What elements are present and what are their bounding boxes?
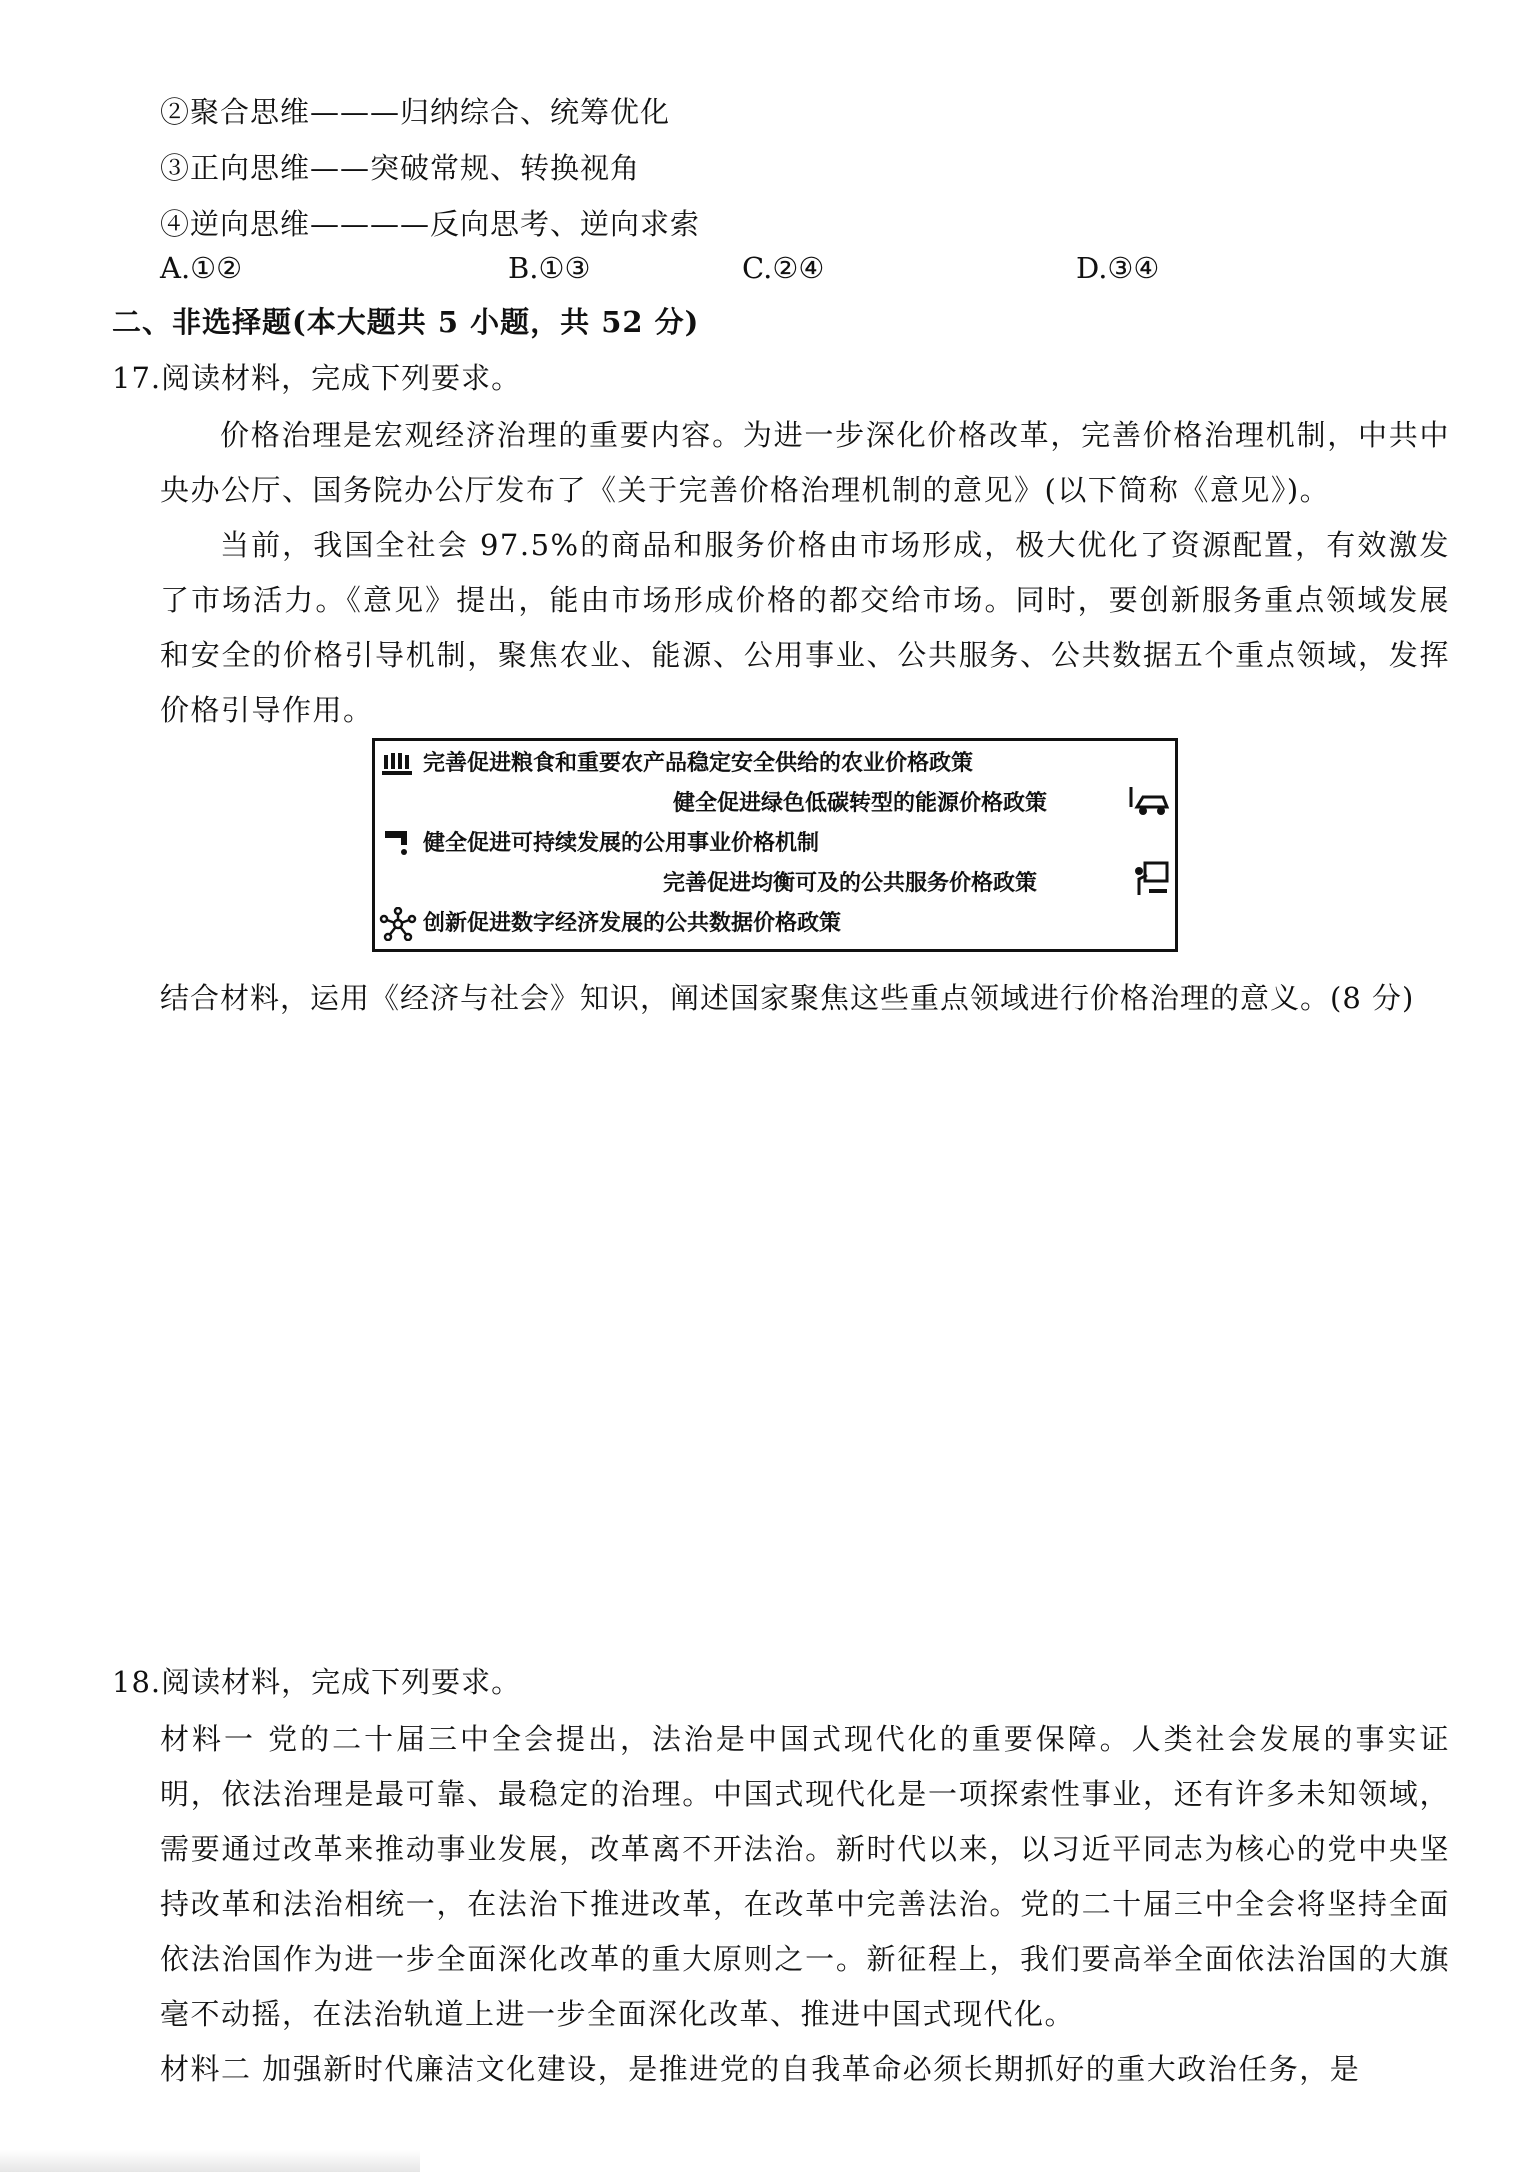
car-charging-icon [1127, 783, 1173, 819]
q16-option-c: C.②④ [742, 251, 825, 285]
section-heading: 二、非选择题(本大题共 5 小题，共 52 分) [112, 305, 700, 339]
q16-option-d: D.③④ [1076, 251, 1160, 285]
policy-row-public-data: 创新促进数字经济发展的公共数据价格政策 [423, 911, 842, 936]
policy-row-agriculture: 完善促进粮食和重要农产品稳定安全供给的农业价格政策 [423, 751, 974, 776]
grain-icon [381, 749, 415, 779]
q17-paragraph-2: 当前，我国全社会 97.5%的商品和服务价格由市场形成，极大优化了资源配置，有效激发了市场活力。《意见》提出，能由市场形成价格的都交给市场。同时，要创新服务重点领域发展和安全的价格引导机制，聚焦农业、能源、公用事业、公共服务、公共数据五个重点领域，发挥价格引导作用。 [160, 528, 1450, 727]
policy-row-utilities: 健全促进可持续发展的公用事业价格机制 [423, 831, 820, 856]
q17-paragraph-1: 价格治理是宏观经济治理的重要内容。为进一步深化价格改革，完善价格治理机制，中共中央办公厅、国务院办公厅发布了《关于完善价格治理机制的意见》(以下简称《意见》)。 [160, 418, 1450, 507]
q18-material-1: 材料一 党的二十届三中全会提出，法治是中国式现代化的重要保障。人类社会发展的事实证明，依法治理是最可靠、最稳定的治理。中国式现代化是一项探索性事业，还有许多未知领域，需要通过改革来推动事业发展，改革离不开法治。新时代以来，以习近平同志为核心的党中央坚持改革和法治相统一，在法治下推进改革，在改革中完善法治。党的二十届三中全会将坚持全面依法治国作为进一步全面深化改革的重大原则之一。新征程上，我们要高举全面依法治国的大旗毫不动摇，在法治轨道上进一步全面深化改革、推进中国式现代化。 [160, 1722, 1450, 2031]
q16-option-a: A.①② [160, 251, 243, 285]
policy-row-public-services: 完善促进均衡可及的公共服务价格政策 [663, 871, 1038, 896]
faucet-icon [383, 827, 417, 857]
q18-number: 18.阅读材料，完成下列要求。 [112, 1665, 522, 1699]
scan-footer-artifact [0, 2150, 420, 2172]
q16-item-4: ④逆向思维————反向思考、逆向求索 [160, 207, 701, 241]
q16-item-2: ②聚合思维———归纳综合、统筹优化 [160, 95, 671, 129]
teacher-board-icon [1131, 859, 1171, 899]
q16-option-b: B.①③ [508, 251, 591, 285]
network-icon [379, 907, 417, 941]
q17-question: 结合材料，运用《经济与社会》知识，阐述国家聚焦这些重点领域进行价格治理的意义。(8 分) [160, 981, 1415, 1015]
policy-box [372, 738, 1178, 952]
policy-row-energy: 健全促进绿色低碳转型的能源价格政策 [673, 791, 1048, 816]
q17-number: 17.阅读材料，完成下列要求。 [112, 361, 522, 395]
q18-material-2: 材料二 加强新时代廉洁文化建设，是推进党的自我革命必须长期抓好的重大政治任务，是 [160, 2052, 1361, 2086]
q16-item-3: ③正向思维——突破常规、转换视角 [160, 151, 641, 185]
